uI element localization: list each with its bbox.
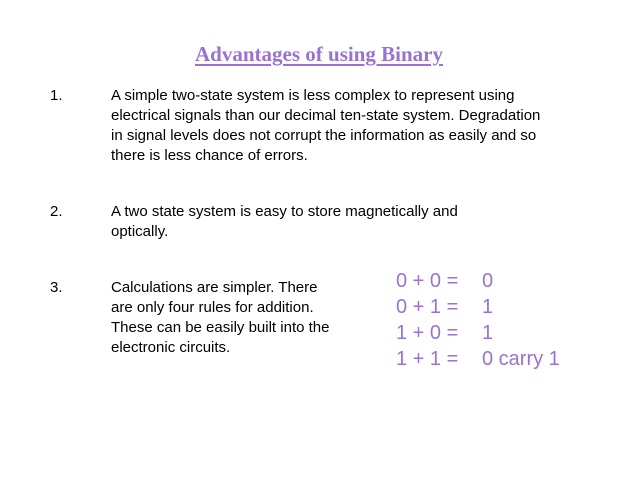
item-3-text (111, 278, 329, 358)
rule-result: 1 (482, 322, 494, 344)
rule-row (396, 268, 560, 294)
item-1-line-4: there is less chance of errors. (111, 147, 308, 164)
rule-expression: 0 + 1 = (396, 296, 459, 318)
rule-expression: 1 + 0 = (396, 322, 459, 344)
item-2-line-1: A two state system is easy to store magnetically and (111, 203, 458, 220)
item-1-text (111, 86, 540, 166)
item-3-line-2: are only four rules for addition. (111, 299, 314, 316)
rule-result: 0 carry 1 (482, 348, 560, 370)
item-3-line-4: electronic circuits. (111, 339, 231, 356)
item-2-line-2: optically. (111, 223, 169, 240)
binary-addition-rules (396, 268, 560, 372)
slide-title: Advantages of using Binary (195, 42, 443, 66)
rule-result: 0 (482, 270, 494, 292)
item-1-line-1: A simple two-state system is less complex to represent using (111, 87, 515, 104)
rule-row (396, 346, 560, 372)
rule-expression: 0 + 0 = (396, 270, 459, 292)
item-3-line-1: Calculations are simpler. There (111, 279, 318, 296)
item-3-line-3: These can be easily built into the (111, 319, 330, 336)
item-2-number: 2. (50, 203, 63, 220)
item-2-text (111, 202, 458, 242)
item-1-line-3: in signal levels does not corrupt the information as easily and so (111, 127, 537, 144)
rule-result: 1 (482, 296, 494, 318)
item-1-line-2: electrical signals than our decimal ten-state system. Degradation (111, 107, 541, 124)
rule-row (396, 320, 560, 346)
item-1-number: 1. (50, 87, 63, 104)
item-3-number: 3. (50, 279, 63, 296)
rule-expression: 1 + 1 = (396, 348, 459, 370)
rule-row (396, 294, 560, 320)
